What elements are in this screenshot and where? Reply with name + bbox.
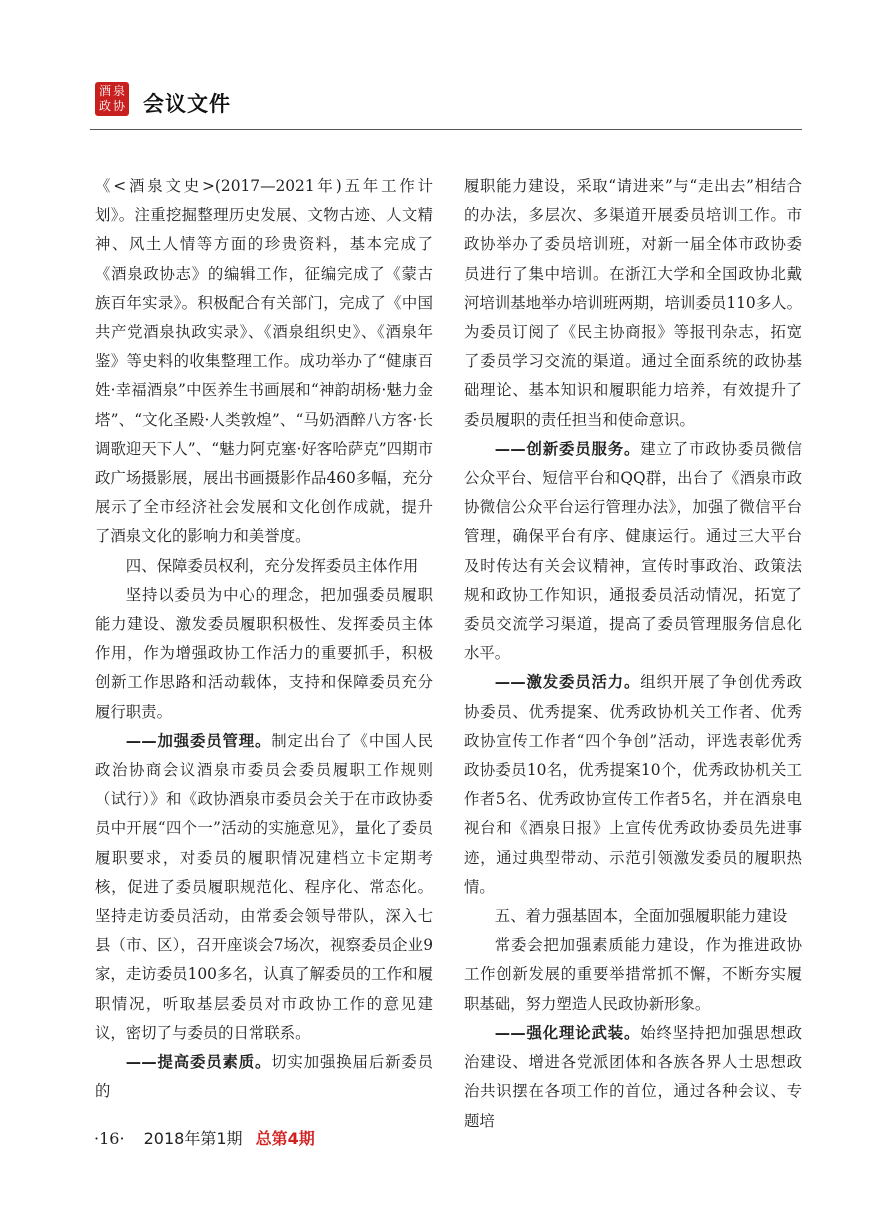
paragraph-text: 履职能力建设，采取“请进来”与“走出去”相结合的办法，多层次、多渠道开展委员培训工作。市政协举办了委员培训班，对新一届全体市政协委员进行了集中培训。在浙江大学和全国政协北戴河培训基地举办培训班两期，培训委员110多人。为委员订阅了《民主协商报》等报刊杂志，拓宽了委员学习交流的渠道。通过全面系统的政协基础理论、基本知识和履职能力培养，有效提升了委员履职的责任担当和使命意识。 — [464, 177, 802, 429]
paragraph-continued — [95, 172, 433, 552]
paragraph-keyword: ——提高委员素质。 — [125, 1053, 272, 1072]
seal-char: 酒 — [98, 84, 111, 98]
paragraph-text: 常委会把加强素质能力建设，作为推进政协工作创新发展的重要举措常抓不懈，不断夯实履职基础，努力塑造人民政协新形象。 — [464, 936, 802, 1013]
paragraph-text: 建立了市政协委员微信公众平台、短信平台和QQ群，出台了《酒泉市政协微信公众平台运行管理办法》，加强了微信平台管理，确保平台有序、健康运行。通过三大平台及时传达有关会议精神，宣传时事政治、政策法规和政协工作知识，通报委员活动情况，拓宽了委员交流学习渠道，提高了委员管理服务信息化水平。 — [464, 439, 802, 663]
paragraph-text: 组织开展了争创优秀政协委员、优秀提案、优秀政协机关工作者、优秀政协宣传工作者“四个争创”活动，评选表彰优秀政协委员10名，优秀提案10个，优秀政协机关工作者5名、优秀政协宣传工作者5名，并在酒泉电视台和《酒泉日报》上宣传优秀政协委员先进事迹，通过典型带动、示范引领激发委员的履职热情。 — [464, 673, 802, 896]
paragraph-text: 坚持以委员为中心的理念，把加强委员履职能力建设、激发委员履职积极性、发挥委员主体作用，作为增强政协工作活力的重要抓手，积极创新工作思路和活动载体，支持和保障委员充分履行职责。 — [95, 585, 433, 721]
paragraph — [464, 1019, 802, 1136]
paragraph-keyword: ——加强委员管理。 — [125, 731, 272, 750]
page-footer — [94, 1126, 315, 1149]
paragraph-text: 《<酒泉文史>(2017—2021年)五年工作计划》。注重挖掘整理历史发展、文物古迹、人文精神、风土人情等方面的珍贵资料，基本完成了《酒泉政协志》的编辑工作，征编完成了《蒙古族百年实录》。积极配合有关部门，完成了《中国共产党酒泉执政实录》、《酒泉组织史》、《酒泉年鉴》等史料的收集整理工作。成功举办了“健康百姓·幸福酒泉”中医养生书画展和“神韵胡杨·魅力金塔”、“文化圣殿·人类敦煌”、“马奶酒醉八方客·长调歌迎天下人”、“魅力阿克塞·好客哈萨克”四期市政广场摄影展，展出书画摄影作品460多幅，充分展示了全市经济社会发展和文化创作成就，提升了酒泉文化的影响力和美誉度。 — [95, 177, 433, 546]
section-heading — [464, 902, 802, 931]
paragraph-text: 切实加强换届后新委员的 — [95, 1053, 433, 1101]
paragraph — [95, 727, 433, 1048]
paragraph-text: 四、保障委员权利，充分发挥委员主体作用 — [125, 556, 419, 575]
paragraph — [95, 581, 433, 727]
seal-char: 泉 — [112, 84, 125, 98]
left-column — [95, 172, 433, 1107]
paragraph-keyword: ——强化理论武装。 — [494, 1023, 641, 1042]
paragraph-keyword: ——创新委员服务。 — [494, 439, 641, 458]
seal-logo — [95, 82, 129, 116]
paragraph-text: 始终坚持把加强思想政治建设、增进各党派团体和各族各界人士思想政治共识摆在各项工作的首位，通过各种会议、专题培 — [464, 1023, 802, 1130]
issue-label: 2018年第1期 — [143, 1129, 243, 1148]
seal-char: 政 — [98, 99, 111, 113]
seal-char: 协 — [112, 99, 125, 113]
page-header — [90, 78, 802, 134]
paragraph-continued — [464, 172, 802, 435]
paragraph-keyword: ——激发委员活力。 — [494, 673, 641, 692]
paragraph — [464, 668, 802, 902]
paragraph — [95, 1048, 433, 1106]
paragraph-text: 五、着力强基固本，全面加强履职能力建设 — [494, 907, 788, 926]
section-title: 会议文件 — [143, 92, 231, 116]
right-column — [464, 172, 802, 1136]
section-heading — [95, 552, 433, 581]
paragraph — [464, 435, 802, 669]
paragraph-text: 制定出台了《中国人民政治协商会议酒泉市委员会委员履职工作规则（试行）》和《政协酒泉市委员会关于在市政协委员中开展“四个一”活动的实施意见》，量化了委员履职要求，对委员的履职情况建档立卡定期考核，促进了委员履职规范化、程序化、常态化。坚持走访委员活动，由常委会领导带队，深入七县（市、区），召开座谈会7场次，视察委员企业9家，走访委员100多名，认真了解委员的工作和履职情况，听取基层委员对市政协工作的意见建议，密切了与委员的日常联系。 — [95, 731, 433, 1042]
issue-total-label: 总第4期 — [255, 1129, 315, 1148]
header-divider — [90, 129, 802, 130]
paragraph — [464, 931, 802, 1019]
page-number: ·16· — [94, 1129, 125, 1148]
